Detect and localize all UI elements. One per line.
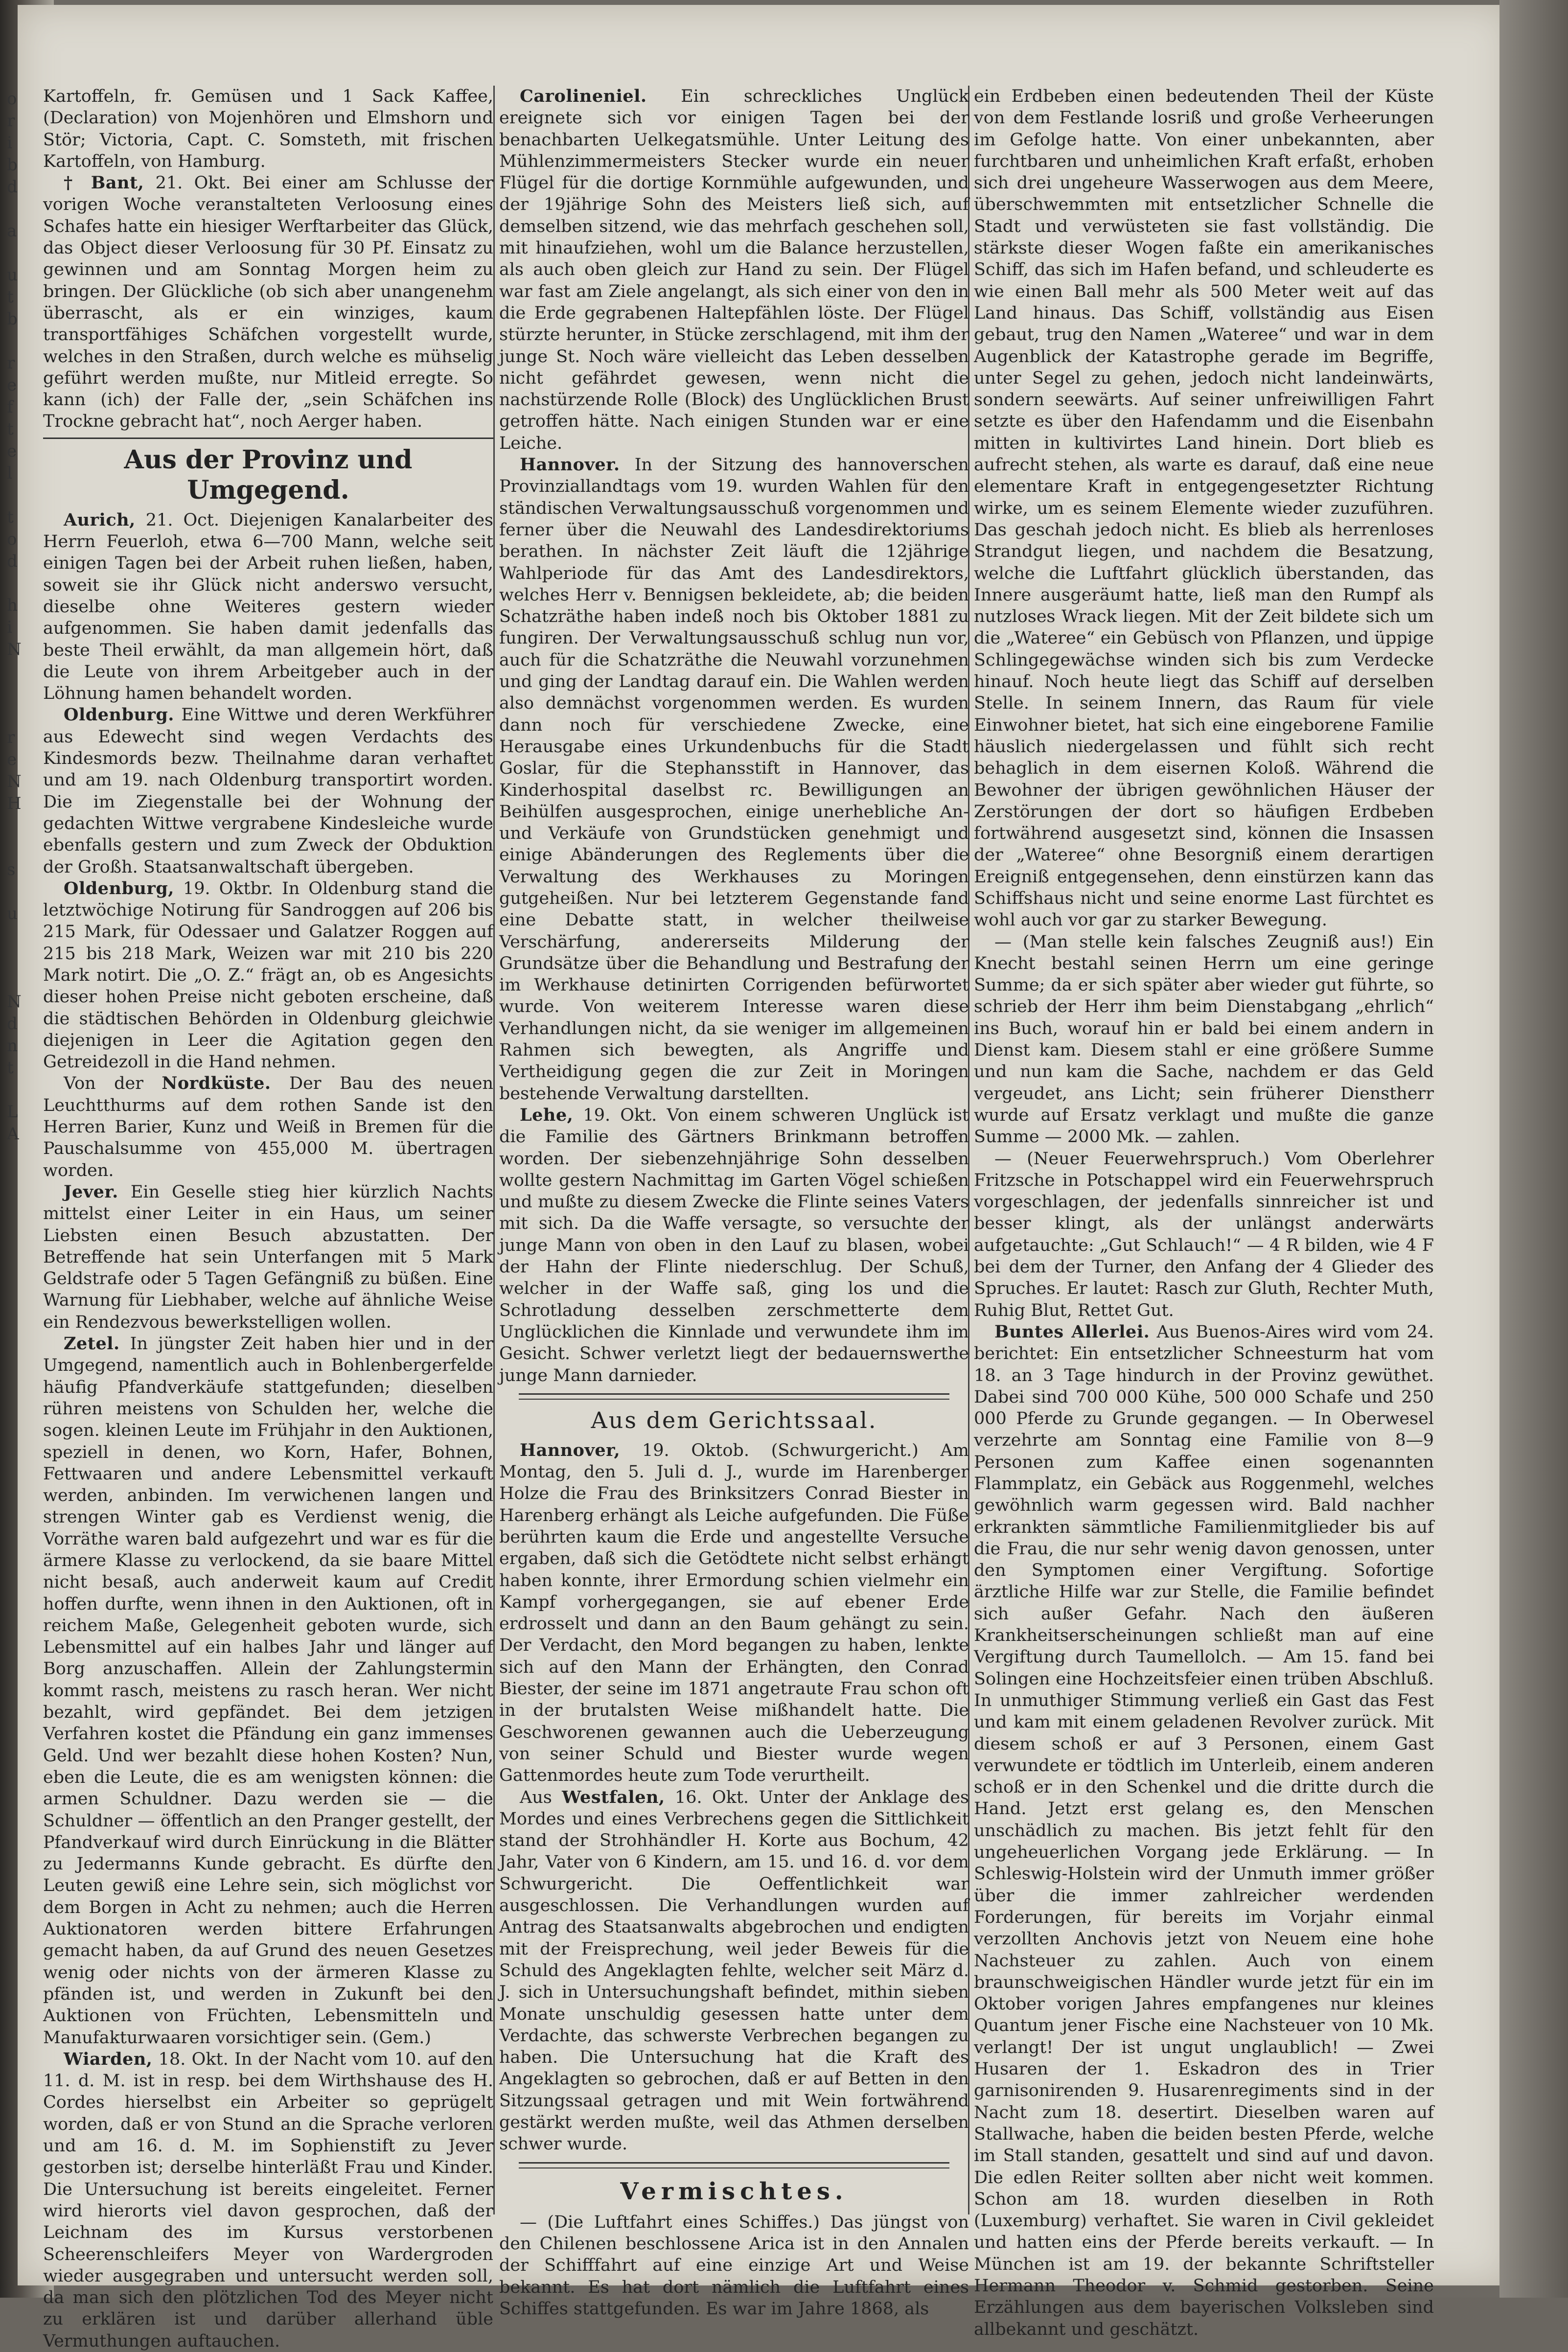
article [43,509,493,705]
article-text: — (Man stelle kein falsches Zeugniß aus!) Ein Knecht bestahl seinen Herrn um eine geringe Summe; da er sich später aber wieder gut führte, so schrieb der Herr ihm beim Dienstabgang „ehrlich“ ins Buch, worauf hin er bald bei einem andern in Dienst kam. Diesem stahl er eine größere Summe und nun kam die Sache, nachdem er das Geld vergeudet, ans Licht; sein früherer Dienstherr wurde auf Ersatz verklagt und mußte die ganze Summe — 2000 Mk. — zahlen. [974,932,1434,1147]
article-text: ein Erdbeben einen bedeutenden Theil der Küste von dem Festlande losriß und große Verheerungen im Gefolge hatte. Von einer unbekannten, aber furchtbaren und unheimlichen Kraft erfaßt, erhoben sich drei ungeheure Wasserwogen aus dem Meere, überschwemmten mit entsetzlicher Schnelle die Stadt und verwüsteten sie fast vollständig. Die stärkste dieser Wogen faßte ein amerikanisches Schiff, das sich im Hafen befand, und schleuderte es wie einen Ball mehr als 500 Meter weit auf das Land hinaus. Das Schiff, vollständig aus Eisen gebaut, trug den Namen „Wateree“ und war in dem Augenblick der Katastrophe gerade im Begriffe, unter Segel zu gehen, jedoch nicht landeinwärts, sondern seewärts. Auf seiner unfreiwilligen Fahrt setzte es über den Hafendamm und die Eisenbahn mitten in kultivirtes Land hinein. Dort blieb es aufrecht stehen, als warte es darauf, daß eine neue elementare Kraft in entgegengesetzter Richtung wirke, um es seinem Elemente wieder zuzuführen. Das geschah jedoch nicht. Es blieb als herrenloses Strandgut liegen, und nachdem die Besatzung, welche die Luftfahrt glücklich überstanden, das Innere ausgeräumt hatte, ließ man den Rumpf als nutzloses Wrack liegen. Mit der Zeit bildete sich um die „Wateree“ ein Gebüsch von Pflanzen, und üppige Schlingegewächse winden sich bis zum Verdecke hinauf. Noch heute liegt das Schiff auf derselben Stelle. In seinem Innern, das Raum für viele Einwohner bietet, hat sich eine eingeborene Familie häuslich niedergelassen und fühlt sich recht behaglich in dem eisernen Koloß. Während die Bewohner der übrigen gewöhnlichen Häuser der Zerstörungen der dort so häufigen Erdbeben fortwährend ausgesetzt sind, können die Insassen der „Wateree“ ohne Besorgniß einem derartigen Ereigniß entgegensehen, denn einstürzen kann das Schiffshaus nicht und seine enorme Last fürchtet es wohl auch vor gar zu starker Bewegung. [974,87,1434,930]
separator-rule [43,438,493,439]
article-text: 21. Okt. Bei einer am Schlusse der vorigen Woche veranstalteten Verloosung eines Schafes hatte ein hiesiger Werftarbeiter das Glück, das Object dieser Verloosung für 30 Pf. Einsatz zu gewinnen und am Sonntag Morgen heim zu bringen. Der Glückliche (ob sich aber unangenehm überrascht, als er ein winziges, kaum transportfähiges Schäfchen vorgestellt wurde, welches in den Straßen, durch welche es mühselig geführt werden mußte, nur Mitleid erregte. So kann (ich) der Falle der, „sein Schäfchen ins Trockne gebracht hat“, noch Aerger haben. [43,173,493,432]
dateline: Carolineniel. [520,86,647,106]
dateline: Aurich, [64,509,136,530]
article [974,1321,1434,2340]
article-text: — (Neuer Feuerwehrspruch.) Vom Oberlehrer Fritzsche in Potschappel wird ein Feuerwehrspruch vorgeschlagen, der jedenfalls sinnreicher ist und besser klingt, als der unlängst anderwärts aufgetauchte: „Gut Schlauch!“ — 4 R bilden, wie 4 F bei dem der Turner, den Anfang der 4 Glieder des Spruches. Er lautet: Rasch zur Gluth, Rechter Muth, Ruhig Blut, Rettet Gut. [974,1149,1434,1320]
dateline: Jever. [64,1181,118,1202]
dateline: Nordküste. [161,1073,271,1094]
article [499,1440,969,1787]
dateline: Oldenburg. [64,705,174,725]
dateline: Hannover, [520,1440,621,1460]
article [499,1787,969,2155]
separator-rule [519,2162,949,2168]
article-signature: (Gem.) [372,2028,432,2048]
article-text: Ein schreckliches Unglück ereignete sich vor einigen Tagen bei der benachbarten Uelkegatsmühle. Unter Leitung des Mühlenzimmermeisters Stecker wurde ein neuer Flügel für die dortige Kornmühle aufgewunden, und der 19jährige Sohn des Meisters ließ sich, auf demselben sitzend, wie das mehrfach geschehen soll, mit hinaufziehen, wohl um die Balance herzustellen, als auch oben gleich zur Hand zu sein. Der Flügel war fast am Ziele angelangt, als sich einer von den in die Erde gegrabenen Haltepfählen löste. Der Flügel stürzte herunter, in Stücke zerschlagend, mit ihm der junge St. Noch wäre vielleicht das Leben desselben nicht gefährdet gewesen, wenn nicht die nachstürzende Rolle (Block) des Unglücklichen Brust getroffen hätte. Nach einigen Stunden war er eine Leiche. [499,87,969,453]
article-text: 19. Oktbr. In Oldenburg stand die letztwöchige Notirung für Sandroggen auf 206 bis 215 Mark, für Odessaer und Galatzer Roggen auf 215 bis 218 Mark, Weizen war mit 210 bis 220 Mark notirt. Die „O. Z.“ frägt an, ob es Angesichts dieser hohen Preise nicht geboten erscheine, daß die städtischen Behörden in Oldenburg gleichwie diejenigen in Leer die Agitation gegen den Getreidezoll in die Hand nehmen. [43,878,493,1072]
dateline: Zetel. [64,1334,120,1354]
dateline: Wiarden, [64,2049,153,2069]
margin-text: o r i b d a u t b r e f t e l t o d h i N r e N H s u N d n t L A [7,89,22,1144]
left-margin-fragments [7,88,31,2241]
article-text: Ein Geselle stieg hier kürzlich Nachts mittelst einer Leiter in ein Haus, um seiner Liebsten einen Besuch abzustatten. Der Betreffende hat sein Unterfangen mit 5 Mark Geldstrafe oder 5 Tagen Gefängniß zu büßen. Eine Warnung für Liebhaber, welche auf ähnliche Weise ein Rendezvous bewerkstelligen wollen. [43,1182,493,1332]
article [43,704,493,877]
article-text: 19. Okt. Von einem schweren Unglück ist die Familie des Gärtners Brinkmann betroffen worden. Der siebenzehnjährige Sohn desselben wollte gestern Nachmittag im Garten Vögel schießen und mußte zu diesem Zwecke die Flinte seines Vaters mit sich. Da die Waffe versagte, so versuchte der junge Mann von oben in den Lauf zu blasen, wobei der Hahn der Flinte niederschlug. Der Schuß, welcher in der Waffe saß, ging los und die Schrotladung desselben zerschmetterte dem Unglücklichen die Kinnlade und verwundete ihm im Gesicht. Schwer verletzt liegt der bedauernswerthe junge Mann darnieder. [499,1105,969,1385]
article-text: Aus [520,1787,552,1807]
dateline: Buntes Allerlei. [994,1321,1150,1342]
article-text: — (Die Luftfahrt eines Schiffes.) Das jüngst von den Chilenen beschlossene Arica ist in den Annalen der Schifffahrt auf eine einzige Art und Weise bekannt. Es hat dort nämlich die Luftfahrt eines Schiffes stattgefunden. Es war im Jahre 1868, als [499,2212,969,2319]
article-text: 21. Oct. Diejenigen Kanalarbeiter des Herrn Feuerloh, etwa 6—700 Mann, welche seit einigen Tagen bei der Arbeit ruhen ließen, haben, soweit sie ihr Glück nicht anderswo versucht, dieselbe ohne Weiteres gestern wieder aufgenommen. Sie haben damit jedenfalls das beste Theil erwählt, da man allgemein hört, daß die Leute von ihrem Arbeitgeber auch in der Löhnung hamen behandelt worden. [43,510,493,704]
article [43,1073,493,1181]
column-rule [493,86,495,2214]
article-text: 18. Okt. In der Nacht vom 10. auf den 11. d. M. ist in resp. bei dem Wirthshause des H. Cordes hierselbst ein Arbeiter so geprügelt worden, daß er von Stund an die Sprache verloren und am 16. d. M. im Sophienstift zu Jever gestorben ist; derselbe hinterläßt Frau und Kinder. Die Untersuchung ist bereits eingeleitet. Ferner wird hierorts viel davon gesprochen, daß der Leichnam des im Kursus verstorbenen Scheerenschleifers Meyer von Wardergroden wieder ausgegraben und untersucht werden soll, da man sich den plötzlichen Tod des Meyer nicht zu erklären ist und darüber allerhand üble Vermuthungen auftauchen. [43,2049,493,2351]
article [43,172,493,433]
section-heading: Aus dem Gerichtssaal. [591,1407,877,1433]
section-heading: Vermischtes. [620,2177,848,2205]
column-3 [974,86,1434,2339]
dateline: Lehe, [520,1105,574,1125]
separator-rule [519,1393,949,1400]
dateline: † Bant, [64,173,144,193]
article-text: In jüngster Zeit haben hier und in der Umgegend, namentlich auch in Bohlenbergerfelde häufig Pfandverkäufe stattgefunden; dieselben rühren meistens von Schulden her, welche die sogen. kleinen Leute im Frühjahr in den Auktionen, speziell in denen, wo Korn, Hafer, Bohnen, Fettwaaren und andere Lebensmittel verkauft werden, anbinden. Im verwichenen langen und strengen Winter gab es Verdienst wenig, die Vorräthe waren bald aufgezehrt und war es für die ärmere Klasse zu verlockend, da sie baare Mittel nicht besaß, auch anderweit kaum auf Credit hoffen durfte, wenn ihnen in den Auktionen, oft in reichem Maße, Gelegenheit geboten wurde, sich Lebensmittel auf ein halbes Jahr und länger auf Borg anzuschaffen. Allein der Zahlungstermin kommt rasch, meistens zu rasch heran. Wer nicht bezahlt, wird gepfändet. Bei dem jetzigen Verfahren kostet die Pfändung ein ganz immenses Geld. Und wer bezahlt diese hohen Kosten? Nun, eben die Leute, die es am wenigsten können: die armen Schuldner. Dazu werden sie — die Schuldner — öffentlich an den Pranger gestellt, der Pfandverkauf wird durch Einrückung in die Blätter zu Jedermanns Kunde gebracht. Es dürfte den Leuten gewiß eine Lehre sein, sich möglichst vor dem Borgen in Acht zu nehmen; auch die Herren Auktionatoren werden bittere Erfahrungen gemacht haben, da auf Grund des neuen Gesetzes wenig oder nichts von der ärmeren Klasse zu pfänden ist, und werden in Zukunft bei den Auktionen von Früchten, Lebensmitteln und Manufakturwaaren vorsichtiger sein. [43,1334,493,2048]
article-text: Von der [64,1074,143,1094]
column-2 [499,86,969,2319]
article-text: Der Bau des neuen Leuchtthurms auf dem rothen Sande ist den Herren Barier, Kunz und Weiß in Bremen für die Pauschalsumme von 455,000 M. übertragen worden. [43,1074,493,1180]
article [499,454,969,1105]
article-text: 19. Oktob. (Schwurgericht.) Am Montag, den 5. Juli d. J., wurde im Harenberger Holze die Frau des Brinksitzers Conrad Biester in Harenberg erhängt als Leiche aufgefunden. Die Füße berührten kaum die Erde und angestellte Versuche ergaben, daß sich die Getödtete nicht selbst erhängt haben konnte, ihrer Ermordung schien vielmehr ein Kampf vorhergegangen, sie auf ebener Erde erdrosselt und dann an den Baum gehängt zu sein. Der Verdacht, den Mord begangen zu haben, lenkte sich auf den Mann der Erhängten, den Conrad Biester, der seine im 1871 angetraute Frau schon oft in der brutalsten Weise mißhandelt hatte. Die Geschworenen gewannen auch die Ueberzeugung von seiner Schuld und Biester wurde wegen Gattenmordes heute zum Tode verurtheilt. [499,1440,969,1786]
article-text: 16. Okt. Unter der Anklage des Mordes und eines Verbrechens gegen die Sittlichkeit stand der Strohhändler H. Korte aus Bochum, 42 Jahr, Vater von 6 Kindern, am 15. und 16. d. vor dem Schwurgericht. Die Oeffentlichkeit war ausgeschlossen. Die Verhandlungen wurden auf Antrag des Staatsanwalts abgebrochen und endigten mit der Freisprechung, weil jeder Beweis für die Schuld des Angeklagten fehlte, welcher seit März d. J. sich in Untersuchungshaft befindet, mithin sieben Monate unschuldig gesessen hatte unter dem Verdachte, das schwerste Verbrechen begangen zu haben. Die Untersuchung hat die Kraft des Angeklagten so gebrochen, daß er auf Betten in den Sitzungssaal getragen und mit Wein fortwährend gestärkt werden mußte, weil das Athmen derselben schwer wurde. [499,1787,969,2154]
article [499,86,969,454]
article [499,1105,969,1386]
column-1 [43,86,493,2351]
section-heading: Aus der Provinz und Umgegend. [124,444,413,505]
article-text: Aus Buenos-Aires wird vom 24. berichtet: Ein entsetzlicher Schneesturm hat vom 18. an 3 Tage hindurch in der Provinz gewüthet. Dabei sind 700 000 Kühe, 500 000 Schafe und 250 000 Pferde zu Grunde gegangen. — In Oberwesel verzehrte am Sonntag eine Familie von 8—9 Personen zum Kaffee einen sogenannten Flammplatz, ein Gebäck aus Roggenmehl, welches gewöhnlich warm gegessen wird. Bald nachher erkrankten sämmtliche Familienmitglieder bis auf die Frau, die nur sehr wenig davon genossen, unter den Symptomen einer Vergiftung. Sofortige ärztliche Hilfe war zur Stelle, die Familie befindet sich außer Gefahr. Nach den äußeren Krankheitserscheinungen schließt man auf eine Vergiftung durch Taumellolch. — Am 15. fand bei Solingen eine Hochzeitsfeier einen trüben Abschluß. In unmuthiger Stimmung verließ ein Gast das Fest und kam mit einem geladenen Revolver zurück. Mit diesem schoß er auf 3 Personen, einem Gast verwundete er tödtlich im Unterleib, einem anderen schoß er in den Schenkel und die dritte durch die Hand. Jetzt erst gelang es, den Menschen unschädlich zu machen. Bis jetzt fehlt für den ungeheuerlichen Vorgang jede Erklärung. — In Schleswig-Holstein wird der Unmuth immer größer über die immer zahlreicher werdenden Forderungen, für bereits im Vorjahr einmal verzollten Anchovis jetzt von Neuem eine hohe Nachsteuer zu zahlen. Auch von einem braunschweigischen Händler wurde jetzt für ein im Oktober vorigen Jahres empfangenes nur kleines Quantum jener Fische eine Nachsteuer von 10 Mk. verlangt! Der ist ungut unglaublich! — Zwei Husaren der 1. Eskadron des in Trier garnisonirenden 9. Husarenregiments sind in der Nacht zum 18. desertirt. Dieselben waren auf Stallwache, haben die beiden besten Pferde, welche im Stall standen, gesattelt und sind auf und davon. Die edlen Reiter sollten aber nicht weit kommen. Schon am 18. wurden dieselben in Roth (Luxemburg) verhaftet. Sie waren in Civil gekleidet und hatten eins der Pferde bereits verkauft. — In München ist am 19. der bekannte Schriftsteller Hermann Theodor v. Schmid gestorben. Seine Erzählungen aus dem bayerischen Volksleben sind allbekannt und geschätzt. [974,1322,1434,2339]
dateline: Hannover. [520,455,620,475]
article [43,1181,493,1333]
dateline: Oldenburg, [64,878,174,899]
article [43,2049,493,2352]
article-text: In der Sitzung des hannoverschen Provinziallandtags vom 19. wurden Wahlen für den ständischen Verwaltungsausschuß vorgenommen und ferner über die Neuwahl des Landesdirektoriums berathen. In nächster Zeit läuft die 12jährige Wahlperiode für das Amt des Landesdirektors, welches Herr v. Bennigsen bekleidete, ab; die beiden Schatzräthe haben indeß noch bis Oktober 1881 zu fungiren. Der Verwaltungsausschuß schlug nun vor, auch für die Schatzräthe die Neuwahl vorzunehmen und ging der Landtag darauf ein. Die Wahlen werden also demnächst vorgenommen werden. Es wurden dann noch für verschiedene Zwecke, eine Herausgabe eines Urkundenbuchs für die Stadt Goslar, für die Stephansstift in Hannover, das Kinderhospital daselbst rc. Bewilligungen an Beihülfen ausgesprochen, einige unerhebliche An- und Verkäufe von Grundstücken genehmigt und einige Abänderungen des Reglements über die Verwaltung des Werkhauses zu Moringen gutgeheißen. Nur bei letzterem Gegenstande fand eine Debatte statt, in welcher theilweise Verschärfung, andererseits Milderung der Grundsätze über die Behandlung und Bestrafung der im Werkhause detinirten Corrigenden befürwortet wurde. Von weiterem Interesse waren diese Verhandlungen nicht, da sie weniger im allgemeinen Rahmen sich bewegten, als Angriffe und Vertheidigung gegen die zur Zeit in Moringen bestehende Verwaltung darstellten. [499,455,969,1104]
article-text: Eine Wittwe und deren Werkführer aus Edewecht sind wegen Verdachts des Kindesmords bezw. Theilnahme daran verhaftet und am 19. nach Oldenburg transportirt worden. Die im Ziegenstalle bei der Wohnung der gedachten Wittwe vergrabene Kindesleiche wurde ebenfalls gestern und zum Zweck der Obduktion der Großh. Staatsanwaltschaft übergeben. [43,705,493,877]
article-text: Kartoffeln, fr. Gemüsen und 1 Sack Kaffee, (Declaration) von Mojenhören und Elmshorn und Stör; Victoria, Capt. C. Somsteth, mit frischen Kartoffeln, von Hamburg. [43,87,493,171]
article [43,1333,493,2049]
page-edge [1499,0,1568,2298]
dateline: Westfalen, [562,1787,665,1807]
article [43,878,493,1073]
